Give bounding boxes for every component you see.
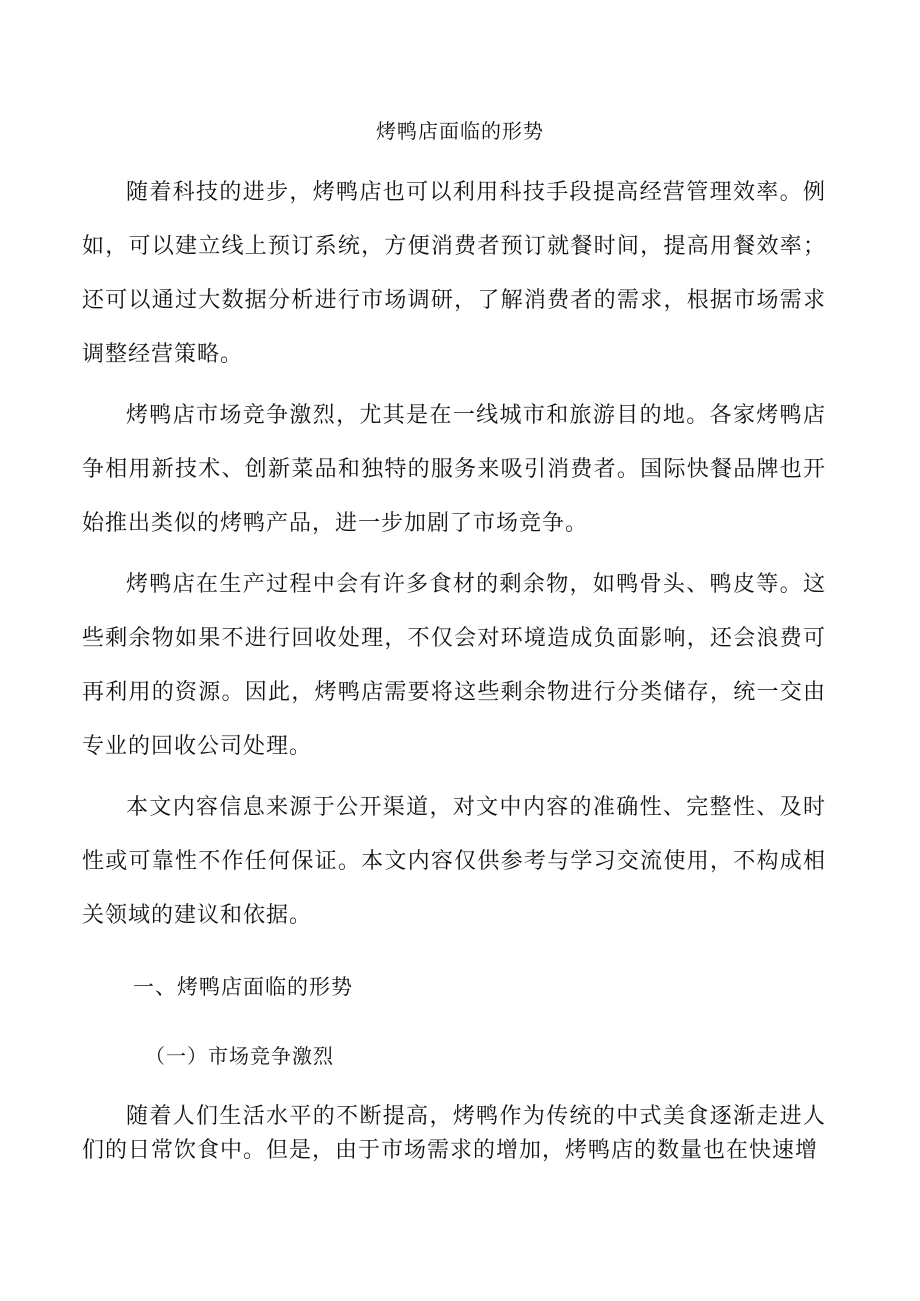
paragraph-technology: 随着科技的进步，烤鸭店也可以利用科技手段提高经营管理效率。例如，可以建立线上预订系统，方便消费者预订就餐时间，提高用餐效率；还可以通过大数据分析进行市场调研，了解消费者的需求，根据市场需求调整经营策略。 bbox=[82, 180, 826, 367]
section-heading: 一、烤鸭店面临的形势 bbox=[133, 975, 353, 999]
body-paragraph: 随着人们生活水平的不断提高，烤鸭作为传统的中式美食逐渐走进人们的日常饮食中。但是，由于市场需求的增加，烤鸭店的数量也在快速增 bbox=[82, 1104, 826, 1163]
paragraph-leftovers: 烤鸭店在生产过程中会有许多食材的剩余物，如鸭骨头、鸭皮等。这些剩余物如果不进行回收处理，不仅会对环境造成负面影响，还会浪费可再利用的资源。因此，烤鸭店需要将这些剩余物进行分类储存，统一交由专业的回收公司处理。 bbox=[82, 572, 826, 759]
subsection-heading: （一）市场竞争激烈 bbox=[145, 1044, 334, 1068]
paragraph-competition: 烤鸭店市场竞争激烈，尤其是在一线城市和旅游目的地。各家烤鸭店争相用新技术、创新菜品和独特的服务来吸引消费者。国际快餐品牌也开始推出类似的烤鸭产品，进一步加剧了市场竞争。 bbox=[82, 403, 826, 536]
paragraph-disclaimer: 本文内容信息来源于公开渠道，对文中内容的准确性、完整性、及时性或可靠性不作任何保证。本文内容仅供参考与学习交流使用，不构成相关领域的建议和依据。 bbox=[82, 795, 826, 928]
document-title: 烤鸭店面临的形势 bbox=[376, 119, 544, 143]
